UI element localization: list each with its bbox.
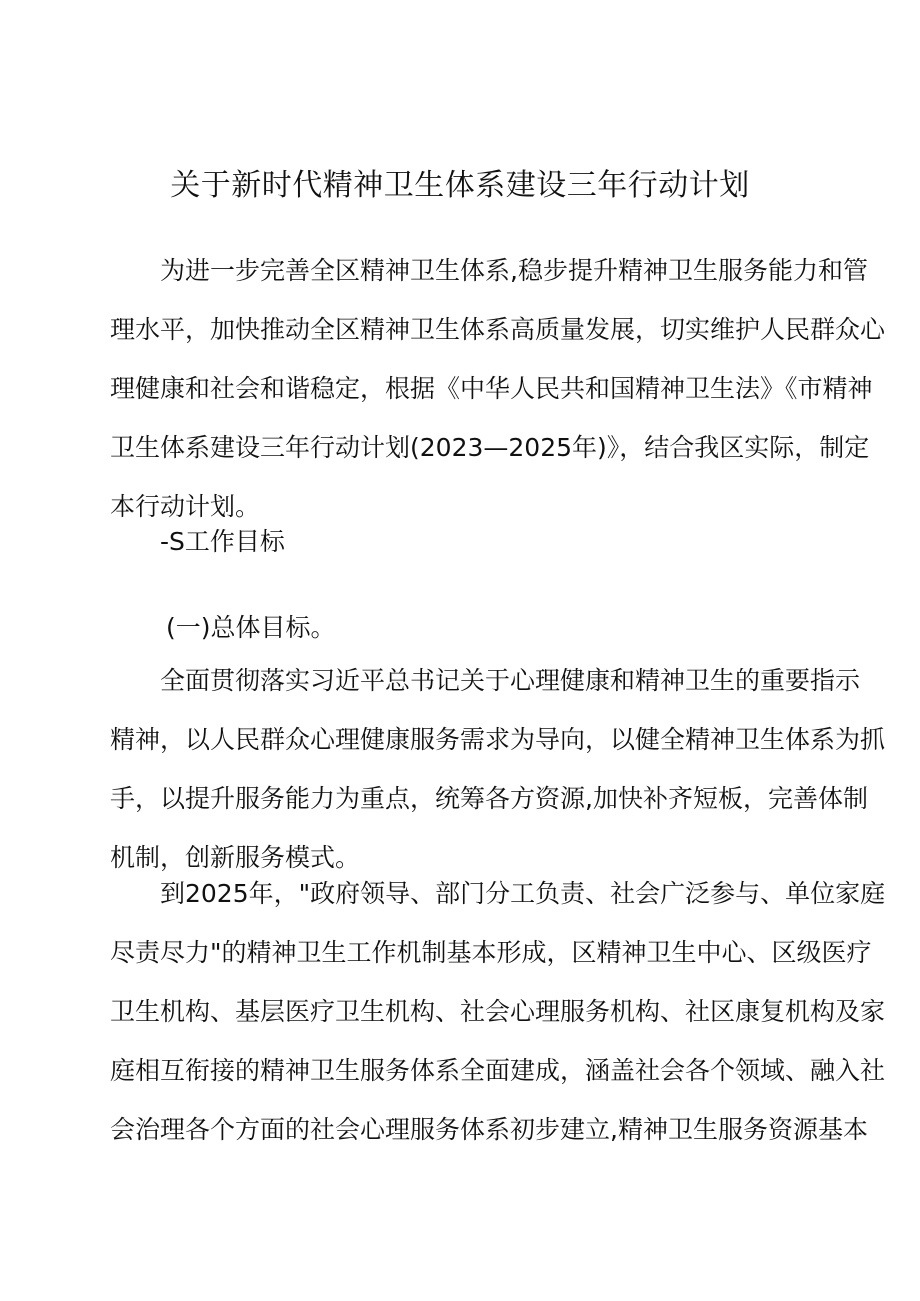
target-line-2: 尽责尽力"的精神卫生工作机制基本形成，区精神卫生中心、区级医疗 [110, 938, 872, 967]
intro-line-5: 本行动计划。 [110, 492, 261, 521]
intro-line-1: 为进一步完善全区精神卫生体系,稳步提升精神卫生服务能力和管 [160, 256, 868, 285]
document-title: 关于新时代精神卫生体系建设三年行动计划 [170, 168, 750, 203]
goal-line-4: 机制，创新服务模式。 [110, 843, 361, 872]
target-line-3: 卫生机构、基层医疗卫生机构、社会心理服务机构、社区康复机构及家 [110, 997, 886, 1026]
section-heading: -S工作目标 [160, 527, 285, 556]
target-paragraph [110, 864, 886, 1159]
goal-paragraph [110, 651, 886, 887]
goal-line-1: 全面贯彻落实习近平总书记关于心理健康和精神卫生的重要指示 [160, 666, 861, 695]
target-line-1: 到2025年，"政府领导、部门分工负责、社会广泛参与、单位家庭 [160, 879, 886, 908]
intro-paragraph [110, 241, 886, 536]
subsection-heading: (一)总体目标。 [166, 613, 336, 642]
intro-line-2: 理水平，加快推动全区精神卫生体系高质量发展，切实维护人民群众心 [110, 315, 886, 344]
target-line-4: 庭相互衔接的精神卫生服务体系全面建成，涵盖社会各个领域、融入社 [110, 1056, 886, 1085]
target-line-5: 会治理各个方面的社会心理服务体系初步建立,精神卫生服务资源基本 [110, 1115, 868, 1144]
intro-line-3: 理健康和社会和谐稳定，根据《中华人民共和国精神卫生法》《市精神 [110, 374, 873, 403]
goal-line-3: 手，以提升服务能力为重点，统筹各方资源,加快补齐短板，完善体制 [110, 784, 868, 813]
goal-line-2: 精神，以人民群众心理健康服务需求为导向，以健全精神卫生体系为抓 [110, 725, 886, 754]
intro-line-4: 卫生体系建设三年行动计划(2023—2025年)》，结合我区实际，制定 [110, 433, 870, 462]
